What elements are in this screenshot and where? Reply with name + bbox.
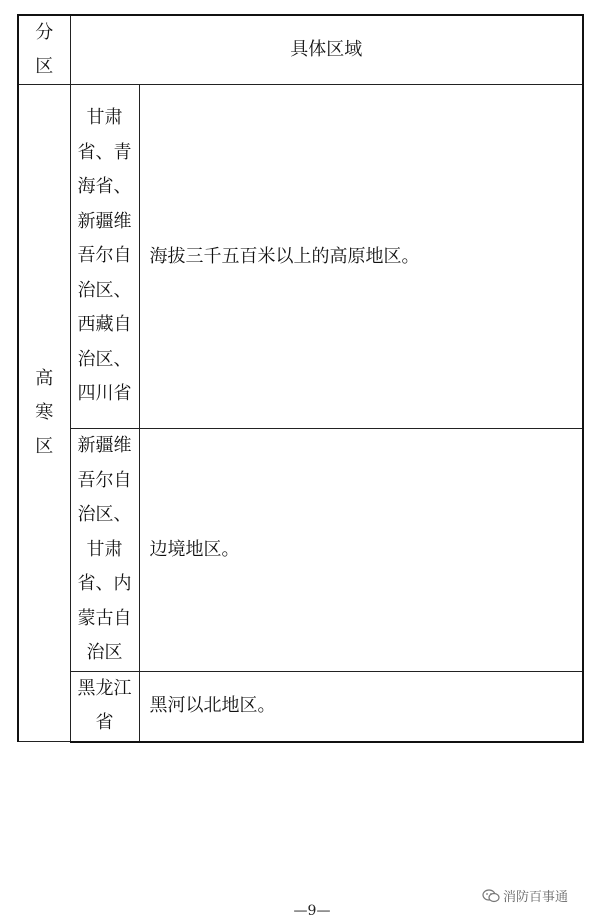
area-cell [139,85,583,429]
zone-name-label: 高寒区 [35,368,54,457]
zone-name-cell [18,85,70,742]
area-label: 海拔三千五百米以上的高原地区。 [149,245,420,267]
area-cell [139,429,583,672]
header-area-label: 具体区域 [290,39,363,60]
province-cell [70,85,139,429]
header-area-cell [70,15,583,85]
area-label: 边境地区。 [149,538,240,560]
province-label: 黑龙江省 [77,677,132,733]
area-cell [139,671,583,742]
wechat-icon [482,889,500,903]
header-zone-cell [18,15,70,85]
province-cell [70,429,139,672]
zone-table [17,14,584,743]
watermark-text: 消防百事通 [503,890,569,905]
header-zone-label: 分区 [35,22,54,77]
province-cell [70,671,139,742]
table-row [18,671,583,742]
area-label: 黑河以北地区。 [149,695,276,716]
page-number: —9— [293,903,331,919]
table-row [18,85,583,429]
province-label: 甘肃省、青海省、新疆维吾尔自治区、西藏自治区、四川省 [77,107,132,405]
table-header-row [18,15,583,85]
province-label: 新疆维吾尔自治区、甘肃省、内蒙古自治区 [77,435,132,663]
table-row [18,429,583,672]
